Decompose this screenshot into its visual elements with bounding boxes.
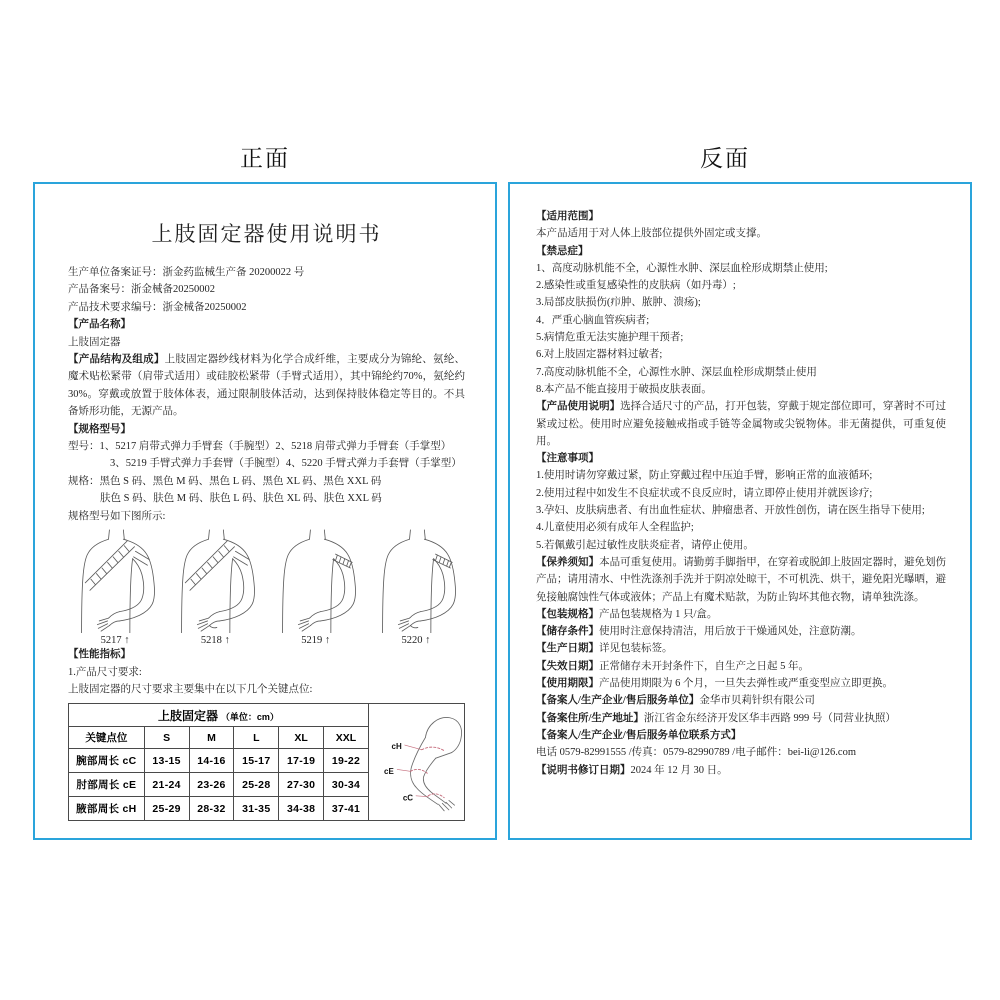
product-name-heading <box>68 316 465 333</box>
row-label-cell: 肘部周长 cE <box>69 773 145 797</box>
registrant-company: 【备案人/生产企业/售后服务单位】金华市贝莉针织有限公司 <box>536 695 815 707</box>
size-line-2: 肤色 S 码、肤色 M 码、肤色 L 码、肤色 XL 码、肤色 XXL 码 <box>100 493 382 505</box>
torso-shoulder-strap-illustration <box>169 529 261 633</box>
contraindication-heading <box>536 243 946 260</box>
table-header-cell: S <box>144 727 189 749</box>
section-bracket-heading: 【注意事项】 <box>536 453 599 465</box>
up-arrow-icon: ↑ <box>224 635 230 647</box>
up-arrow-icon: ↑ <box>124 635 130 647</box>
table-cell: 19-22 <box>324 749 369 773</box>
front-page <box>33 182 497 840</box>
model-figure-5218 <box>168 529 262 646</box>
table-cell: 28-32 <box>189 797 234 821</box>
size-table <box>68 703 465 821</box>
performance-line-1: 1.产品尺寸要求: <box>68 666 142 678</box>
section-bracket-heading: 【产品使用说明】 <box>536 401 621 413</box>
precautions-heading <box>536 450 946 467</box>
size-table-unit: （单位：cm） <box>220 711 279 722</box>
structure-text: 上肢固定器纱线材料为化学合成纤维，主要成分为锦纶、氨纶、魔术贴松紧带（肩带式适用）或硅胶松紧带（手臂式适用），其中锦纶约70%，氨纶约30%。穿戴或放置于肢体体表，通过限制肢体活动，达到保持肢体稳定等目的。不具备矫形功能，无源产品。 <box>68 354 465 418</box>
model-line-1: 型号：1、5217 肩带式弹力手臂套（手腕型）2、5218 肩带式弹力手臂套（手掌型） <box>68 441 452 453</box>
table-cell: 15-17 <box>234 749 279 773</box>
storage-conditions: 【储存条件】使用时注意保持清洁，用后放于干燥通风处，注意防潮。 <box>536 626 862 638</box>
registration-line-3: 产品技术要求编号：浙金械备20250002 <box>68 301 247 313</box>
section-bracket-heading: 【备案人/生产企业/售后服务单位联系方式】 <box>536 729 742 741</box>
production-date: 【生产日期】详见包装标签。 <box>536 643 673 655</box>
model-figure-5220 <box>369 529 463 646</box>
arm-measure-diagram <box>368 704 464 821</box>
revision-date: 【说明书修订日期】2024 年 12 月 30 日。 <box>536 764 728 776</box>
section-bracket-heading: 【包装规格】 <box>536 608 599 620</box>
section-bracket-heading: 【产品名称】 <box>68 319 131 331</box>
table-cell: 31-35 <box>234 797 279 821</box>
back-page-content <box>510 184 970 779</box>
scope-text: 本产品适用于对人体上肢部位提供外固定或支撑。 <box>536 228 767 240</box>
section-bracket-heading: 【失效日期】 <box>536 660 599 672</box>
back-page <box>508 182 972 840</box>
table-cell: 34-38 <box>279 797 324 821</box>
contraindication-item: 4．严重心脑血管疾病者; <box>536 314 650 326</box>
figure-label: 5218 ↑ <box>200 635 230 647</box>
structure-paragraph <box>68 351 465 421</box>
table-cell: 25-28 <box>234 773 279 797</box>
contraindication-item: 3.局部皮肤损伤(疖肿、脓肿、溃疡); <box>536 297 701 309</box>
measure-label-cC: cC <box>403 793 414 803</box>
section-bracket-heading: 【性能指标】 <box>68 649 131 661</box>
up-arrow-icon: ↑ <box>324 635 331 647</box>
precaution-item: 5.若佩戴引起过敏性皮肤炎症者，请停止使用。 <box>536 539 754 551</box>
back-side-label: 反面 <box>700 146 750 171</box>
up-arrow-icon: ↑ <box>425 635 431 647</box>
contraindication-item: 6.对上肢固定器材料过敏者; <box>536 349 663 361</box>
section-bracket-heading: 【规格型号】 <box>68 423 131 435</box>
torso-arm-band-illustration <box>270 529 362 633</box>
table-cell: 14-16 <box>189 749 234 773</box>
size-line-1: 规格：黑色 S 码、黑色 M 码、黑色 L 码、黑色 XL 码、黑色 XXL 码 <box>68 475 382 487</box>
contraindication-item: 2.感染性或重复感染性的皮肤病（如丹毒）; <box>536 280 736 292</box>
section-bracket-heading: 【储存条件】 <box>536 626 599 638</box>
table-header-cell: XXL <box>324 727 369 749</box>
registered-address: 【备案住所/生产地址】浙江省金东经济开发区华丰西路 999 号（同营业执照） <box>536 712 896 724</box>
precaution-item: 1.使用时请勿穿戴过紧，防止穿戴过程中压迫手臂，影响正常的血液循环; <box>536 470 873 482</box>
table-cell: 37-41 <box>324 797 369 821</box>
section-bracket-heading: 【说明书修订日期】 <box>536 764 631 776</box>
table-cell: 27-30 <box>279 773 324 797</box>
contraindication-item: 1、高度动脉机能不全，心源性水肿、深层血栓形成期禁止使用; <box>536 262 828 274</box>
table-header-cell: M <box>189 727 234 749</box>
table-cell: 23-26 <box>189 773 234 797</box>
table-header-cell: L <box>234 727 279 749</box>
precaution-item: 3.孕妇、皮肤病患者、有出血性症状、肿瘤患者、开放性创伤，请在医生指导下使用; <box>536 505 925 517</box>
packaging-spec: 【包装规格】产品包装规格为 1 只/盒。 <box>536 608 718 620</box>
section-bracket-heading: 【生产日期】 <box>536 643 599 655</box>
section-bracket-heading: 【备案住所/生产地址】 <box>536 712 644 724</box>
table-cell: 17-19 <box>279 749 324 773</box>
section-bracket-heading: 【禁忌症】 <box>536 245 589 257</box>
product-name-value: 上肢固定器 <box>68 336 121 348</box>
registration-line-2: 产品备案号：浙金械备20250002 <box>68 284 215 296</box>
document-title: 上肢固定器使用说明书 <box>151 222 382 246</box>
performance-heading <box>68 646 465 663</box>
table-cell: 13-15 <box>144 749 189 773</box>
table-header-cell: 关键点位 <box>69 727 145 749</box>
measure-label-cH: cH <box>392 741 403 751</box>
model-line-2: 3、5219 手臂式弹力手套臂（手腕型）4、5220 手臂式弹力手套臂（手掌型） <box>110 458 462 470</box>
precaution-item: 2.使用过程中如发生不良症状或不良反应时，请立即停止使用并就医诊疗; <box>536 487 873 499</box>
registration-line-1: 生产单位备案证号：浙金药监械生产备 20200022 号 <box>68 267 305 278</box>
section-bracket-heading: 【适用范围】 <box>536 211 599 222</box>
row-label-cell: 腋部周长 cH <box>69 797 145 821</box>
table-cell: 30-34 <box>324 773 369 797</box>
front-side-label: 正面 <box>240 146 290 171</box>
section-bracket-heading: 【备案人/生产企业/售后服务单位】 <box>536 695 700 707</box>
contraindication-item: 7.高度动脉机能不全，心源性水肿、深层血栓形成期禁止使用 <box>536 366 817 378</box>
size-table-title <box>69 704 369 727</box>
size-table-title-text: 上肢固定器 <box>157 708 218 723</box>
measure-label-cE: cE <box>384 766 395 776</box>
row-label-cell: 腕部周长 cC <box>69 749 145 773</box>
figure-label: 5217 ↑ <box>100 635 130 647</box>
figure-label: 5220 ↑ <box>401 635 431 647</box>
table-header-cell: XL <box>279 727 324 749</box>
spec-heading <box>68 421 465 438</box>
service-life: 【使用期限】产品使用期限为 6 个月，一旦失去弹性或严重变型应立即更换。 <box>536 678 893 690</box>
section-bracket-heading: 【产品结构及组成】 <box>68 354 165 366</box>
section-bracket-heading: 【保养须知】 <box>536 556 600 568</box>
performance-line-2: 上肢固定器的尺寸要求主要集中在以下几个关键点位: <box>68 683 313 695</box>
model-figure-5219 <box>269 529 363 646</box>
table-cell: 25-29 <box>144 797 189 821</box>
contraindication-item: 5.病情危重无法实施护理干预者; <box>536 332 684 344</box>
model-figure-5217 <box>68 529 162 646</box>
arm-measure-points-illustration <box>369 706 463 816</box>
figure-label: 5219 ↑ <box>301 635 331 647</box>
front-page-content <box>35 184 495 821</box>
scope-heading <box>536 208 946 225</box>
expiry-date: 【失效日期】正常储存未开封条件下，自生产之日起 5 年。 <box>536 660 809 672</box>
contraindication-item: 8.本产品不能直接用于破损皮肤表面。 <box>536 383 712 395</box>
maintenance-notice: 【保养须知】本品可重复使用。请勤剪手脚指甲，在穿着或脱卸上肢固定器时，避免划伤产品；请用清水、中性洗涤剂手洗并于阴凉处晾干，不可机洗、烘干，避免阳光曝晒，避免接触腐蚀性气体或液体；产品上有魔术贴款，为防止钩坏其他衣物，请单独洗涤。 <box>536 556 947 603</box>
torso-arm-band-illustration <box>370 529 462 633</box>
precaution-item: 4.儿童使用必须有成年人全程监护; <box>536 522 694 534</box>
figures-intro: 规格型号如下图所示: <box>68 510 166 522</box>
contact-heading <box>536 727 946 744</box>
model-figures-row <box>68 529 463 646</box>
section-bracket-heading: 【使用期限】 <box>536 678 599 690</box>
contact-details: 电话 0579-82991555 /传真：0579-82990789 /电子邮件：bei-li@126.com <box>536 747 856 759</box>
table-cell: 21-24 <box>144 773 189 797</box>
torso-shoulder-strap-illustration <box>69 529 161 633</box>
usage-instructions: 【产品使用说明】选择合适尺寸的产品，打开包装，穿戴于规定部位即可，穿著时不可过紧或过松。使用时应避免接触戒指或手链等金属物或尖锐物体。非无菌提供，可重复使用。 <box>536 401 947 447</box>
